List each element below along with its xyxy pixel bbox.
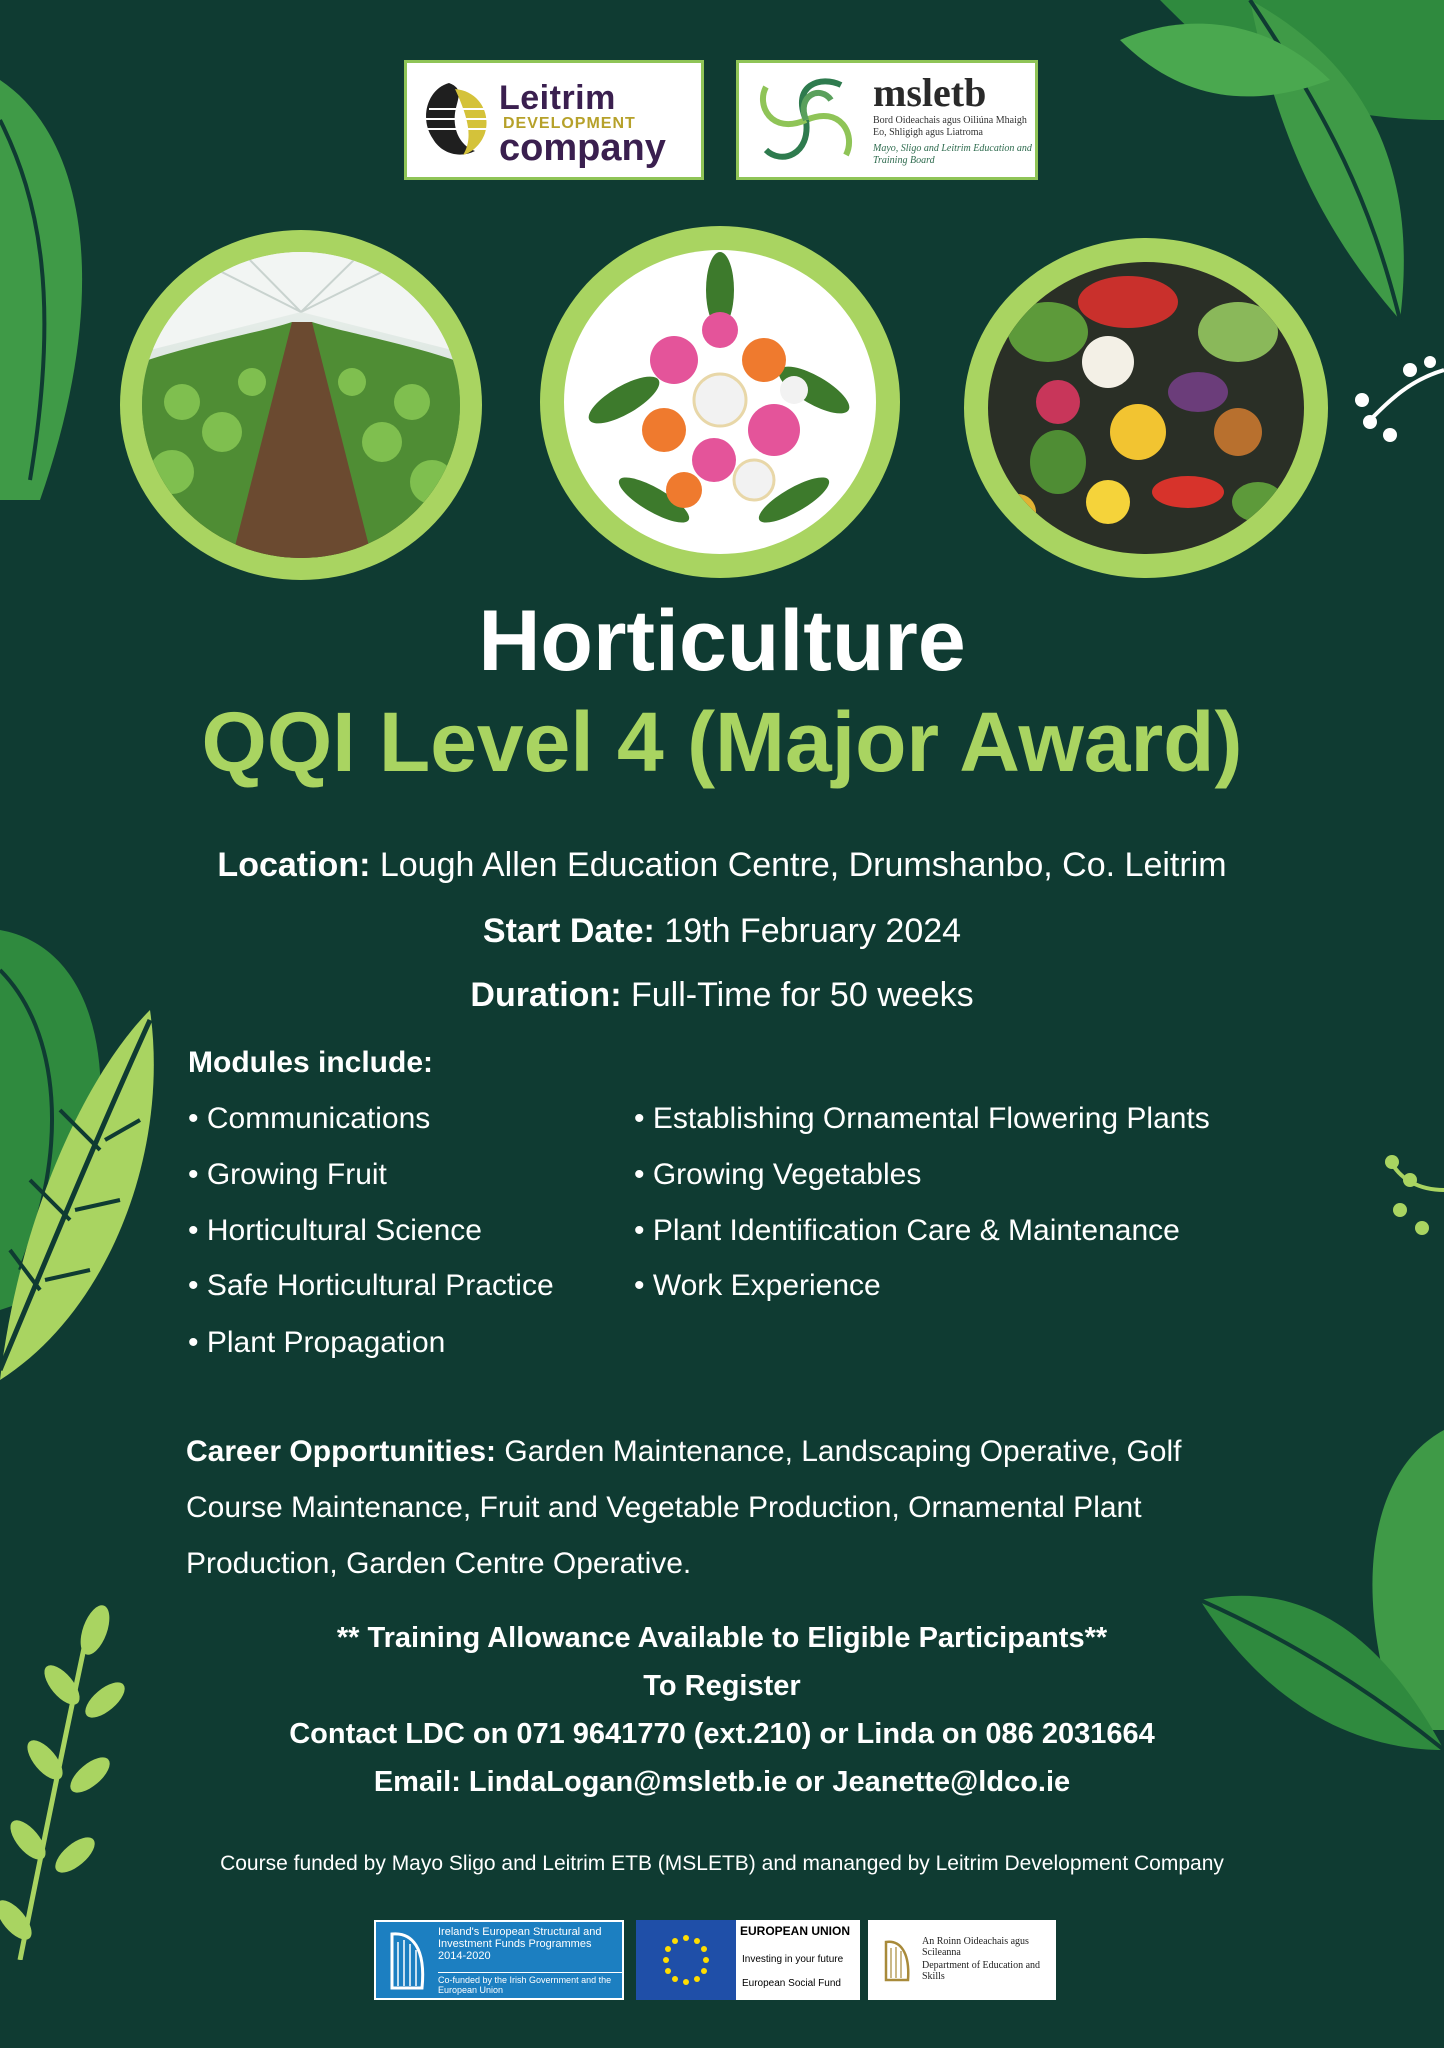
duration-line — [0, 976, 1444, 1015]
start-date-value: 19th February 2024 — [654, 912, 962, 950]
ldc-logo-text-1: Leitrim — [499, 79, 616, 117]
msletb-swirl-icon — [751, 75, 861, 165]
register-heading: To Register — [643, 1670, 801, 1702]
msletb-logo-title: msletb — [873, 70, 987, 115]
berry-sprig-right-icon — [1350, 350, 1444, 450]
msletb-logo — [736, 60, 1038, 180]
harp-icon — [382, 1928, 432, 1992]
duration-label: Duration: — [470, 976, 622, 1014]
module-item: • Communications — [188, 1102, 431, 1135]
module-item: • Growing Vegetables — [634, 1158, 922, 1191]
leaf-top-left-decoration — [0, 80, 120, 500]
module-item: • Plant Propagation — [188, 1326, 446, 1359]
eu-logo-text-1: EUROPEAN UNION — [740, 1924, 851, 1938]
eu-logo-text-3: European Social Fund — [742, 1978, 841, 1989]
funding-statement: Course funded by Mayo Sligo and Leitrim ETB (MSLETB) and mananged by Leitrim Development Company — [220, 1852, 1224, 1875]
msletb-logo-english: Mayo, Sligo and Leitrim Education and Training Board — [873, 143, 1032, 166]
career-label: Career Opportunities: — [186, 1435, 497, 1468]
modules-heading: Modules include: — [188, 1046, 434, 1079]
berry-sprig-right-lower-icon — [1380, 1150, 1444, 1240]
module-item: • Establishing Ornamental Flowering Plants — [634, 1102, 1210, 1135]
module-item: • Safe Horticultural Practice — [188, 1269, 554, 1302]
vegetables-image — [988, 262, 1304, 554]
duration-value: Full-Time for 50 weeks — [621, 976, 974, 1014]
eu-flag-icon — [636, 1920, 736, 2000]
module-item: • Horticultural Science — [188, 1214, 482, 1247]
ldc-logo-text-3: company — [499, 127, 666, 169]
flower-bouquet-photo-circle — [540, 226, 900, 578]
course-title: Horticulture — [478, 593, 966, 689]
start-date-label: Start Date: — [482, 912, 655, 950]
leitrim-development-company-logo — [404, 60, 704, 180]
start-date-line — [0, 912, 1444, 951]
ldc-logo-text-2: DEVELOPMENT — [503, 115, 636, 132]
location-line — [0, 846, 1444, 885]
ldc-emblem-icon — [419, 79, 495, 161]
esif-logo-text-2: Co-funded by the Irish Government and the European Union — [438, 1972, 622, 1995]
greenhouse-image — [142, 252, 460, 558]
career-value: Garden Maintenance, Landscaping Operative, Golf Course Maintenance, Fruit and Vegetable Production, Ornamental Plant Production, Garden Centre Operative. — [186, 1435, 1182, 1580]
location-label: Location: — [217, 846, 371, 884]
location-value: Lough Allen Education Centre, Drumshanbo, Co. Leitrim — [370, 846, 1227, 884]
dept-logo-text-2: Department of Education and Skills — [922, 1960, 1041, 1982]
module-item: • Growing Fruit — [188, 1158, 387, 1191]
vegetables-photo-circle — [964, 238, 1328, 578]
esif-logo — [374, 1920, 624, 2000]
msletb-logo-irish: Bord Oideachais agus Oiliúna Mhaigh Eo, Shligigh agus Liatroma — [873, 115, 1027, 138]
contact-phone-line: Contact LDC on 071 9641770 (ext.210) or Linda on 086 2031664 — [289, 1718, 1155, 1750]
module-item: • Work Experience — [634, 1269, 881, 1302]
harp-icon — [880, 1938, 914, 1982]
department-of-education-logo — [868, 1920, 1056, 2000]
eu-logo-text-2: Investing in your future — [742, 1954, 844, 1965]
course-award-level: QQI Level 4 (Major Award) — [201, 695, 1243, 789]
flower-bouquet-image — [564, 250, 876, 554]
greenhouse-photo-circle — [120, 230, 482, 580]
training-allowance-note: ** Training Allowance Available to Eligible Participants** — [336, 1622, 1108, 1654]
contact-email-line: Email: LindaLogan@msletb.ie or Jeanette@ldco.ie — [373, 1766, 1071, 1798]
dept-logo-text-1: An Roinn Oideachais agus Scileanna — [922, 1936, 1029, 1958]
eu-social-fund-logo — [636, 1920, 860, 2000]
career-opportunities — [186, 1424, 1276, 1592]
module-item: • Plant Identification Care & Maintenance — [634, 1214, 1180, 1247]
esif-logo-text-1: Ireland's European Structural and Investment Funds Programmes 2014-2020 — [438, 1926, 602, 1962]
